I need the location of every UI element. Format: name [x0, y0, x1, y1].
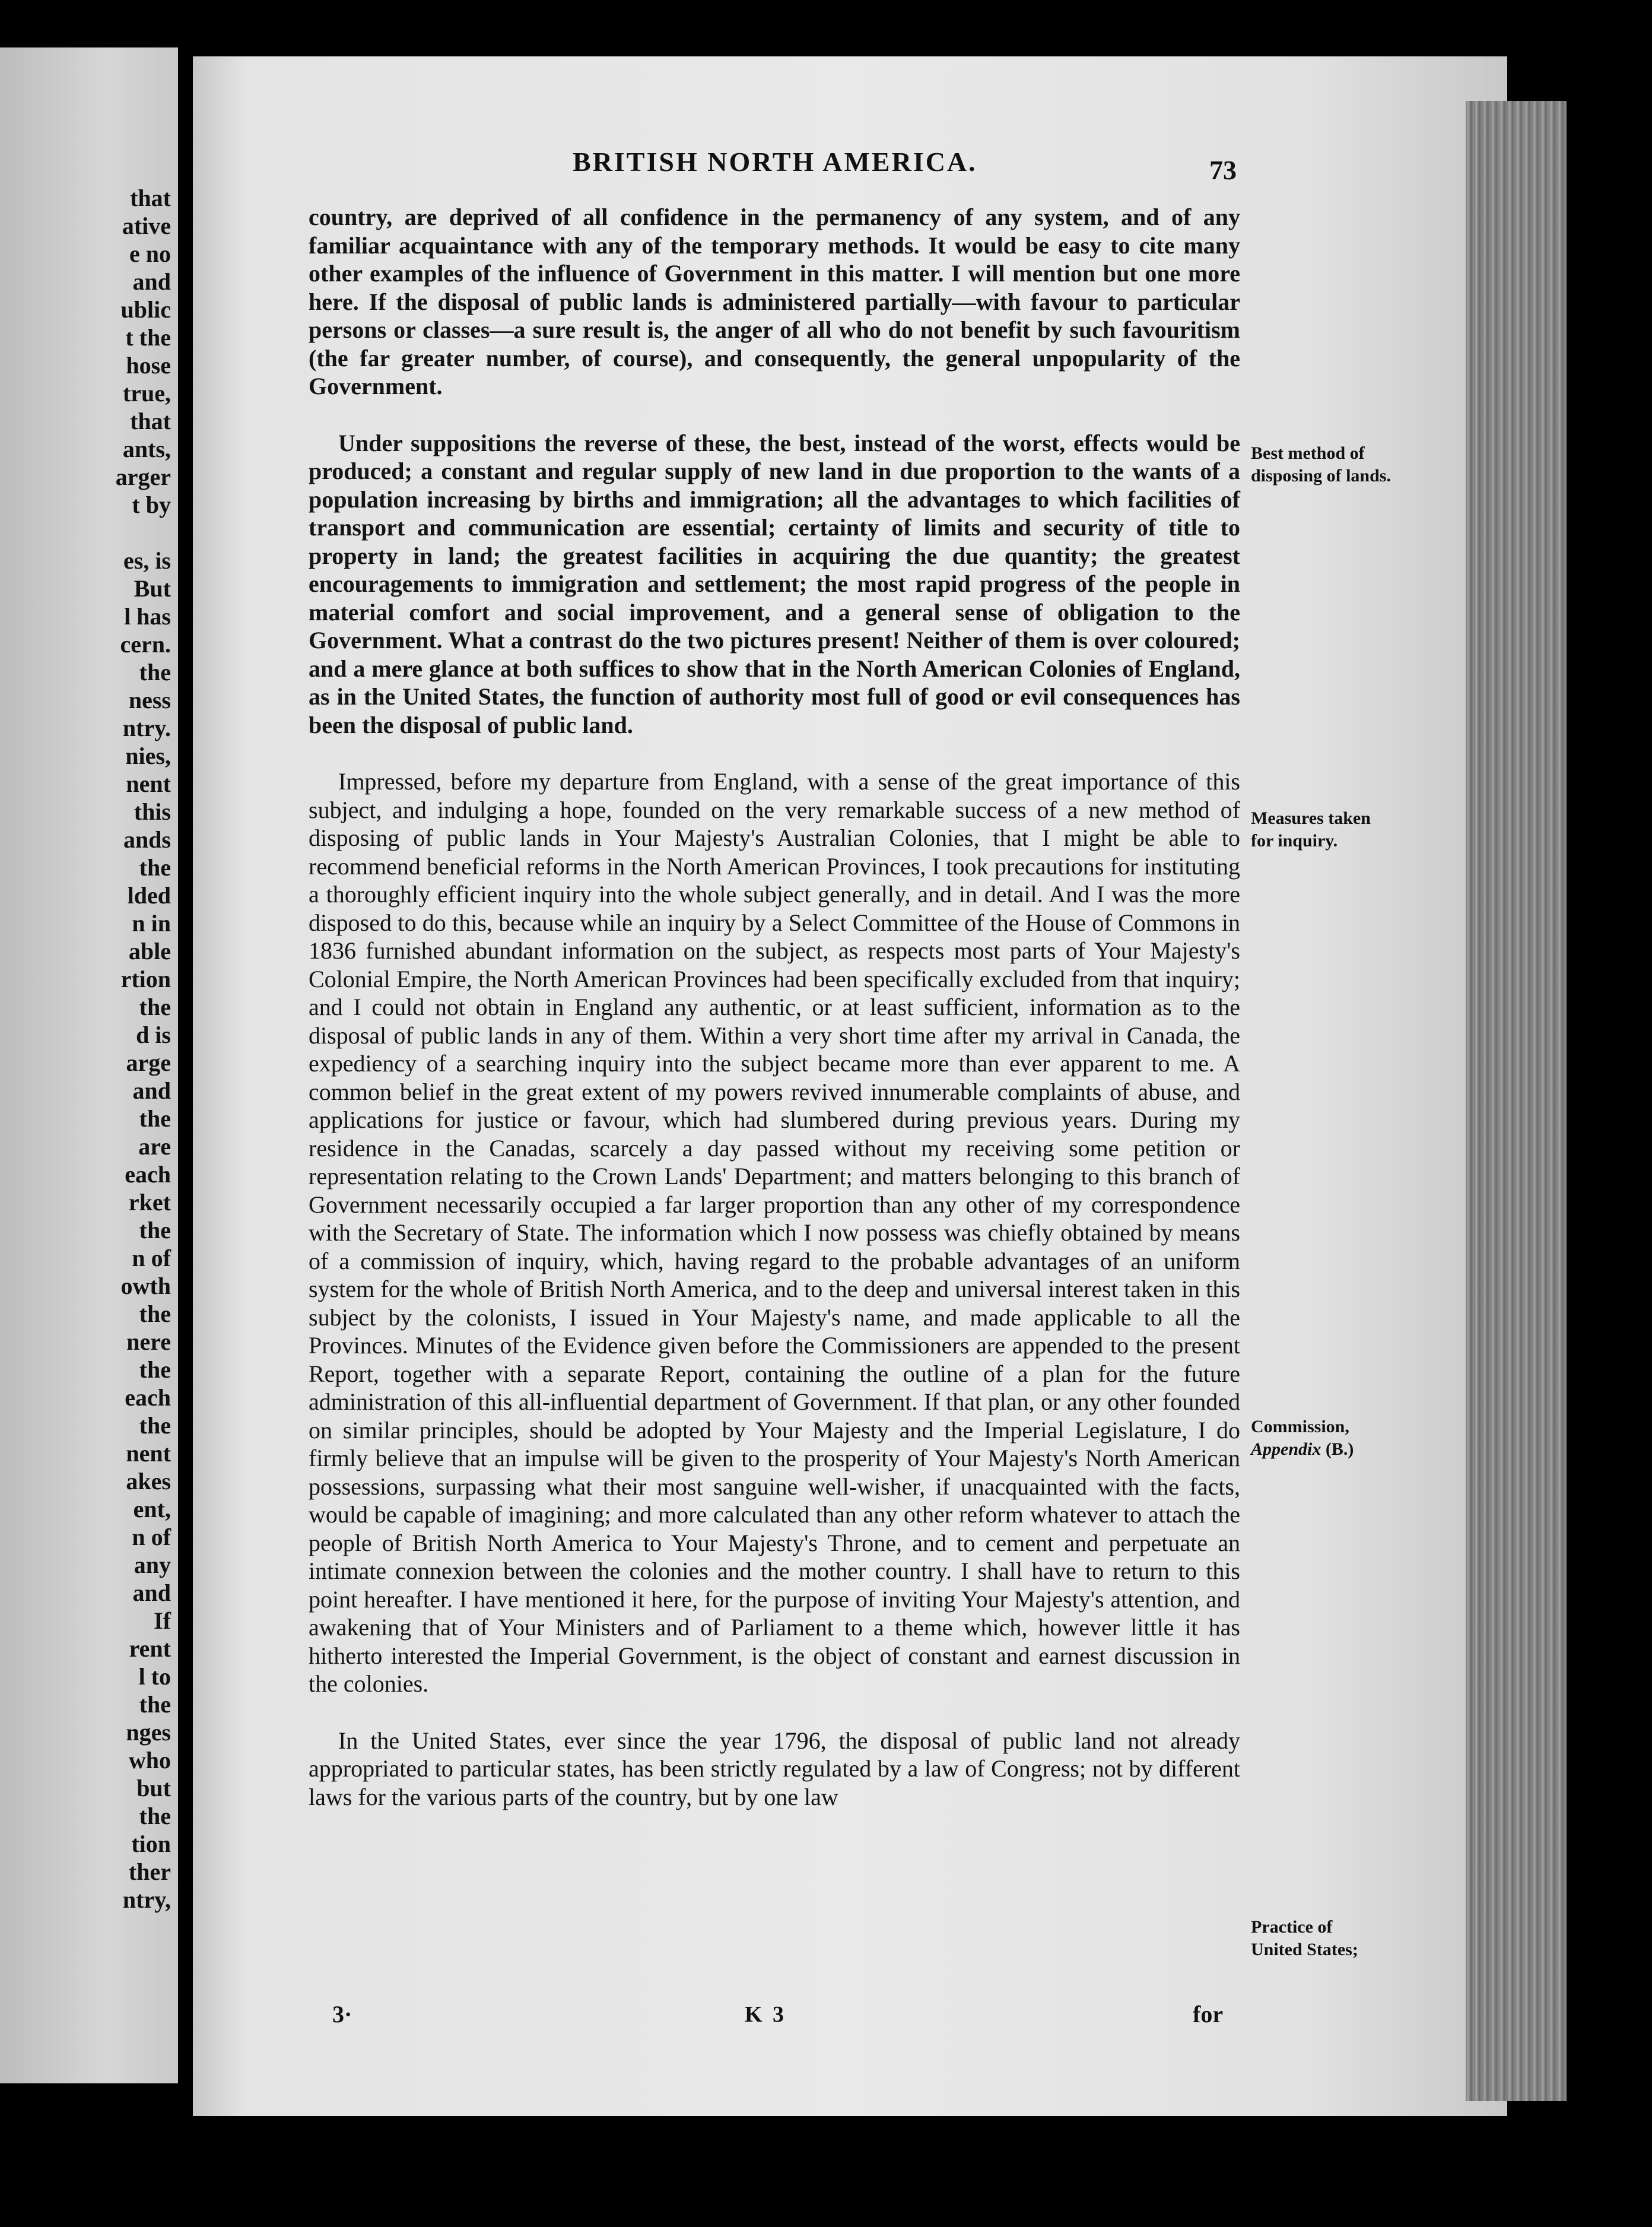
- running-head: BRITISH NORTH AMERICA.: [573, 147, 977, 177]
- page-edge-shadow: [1466, 101, 1567, 2101]
- paragraph-measures-taken: Impressed, before my departure from England, with a sense of the great importance of this subject, and indulging a hope, founded on the very remarkable success of a new method of disposing of public lands in Your Majesty's Australian Colonies, that I might be able to recommend beneficial reforms in the North American Provinces, I took precautions for instituting a thoroughly efficient inquiry into the whole subject generally, and in detail. And I was the more disposed to do this, because while an inquiry by a Select Committee of the House of Commons in 1836 furnished abundant information on the subject, as respects most parts of Your Majesty's Colonial Empire, the North American Provinces had been specifically excluded from that inquiry; and I could not obtain in England any authentic, or at least sufficient, information as to the disposal of public lands in any of them. Within a very short time after my arrival in Canada, the expediency of a searching inquiry into the subject became more than ever apparent to me. A common belief in the great extent of my powers revived innumerable complaints of abuse, and applications for justice or favour, which had slumbered during previous years. During my residence in the Canadas, scarcely a day passed without my receiving some petition or representation relating to the Crown Lands' Department; and matters belonging to this branch of Government necessarily occupied a far larger proportion than any other of my correspondence with the Secretary of State. The information which I now possess was chiefly obtained by means of a commission of inquiry, which, having regard to the probable advantages of an uniform system for the whole of British North America, and to the deep and universal interest taken in this subject by the colonists, I issued in Your Majesty's name, and made applicable to all the Provinces. Minutes of the Evidence given before the Commissioners are appended to the present Report, together with a separate Report, containing the outline of a plan for the future administration of this all-influential department of Government. If that plan, or any other founded on similar principles, should be adopted by Your Majesty and the Imperial Legislature, I do firmly believe that an impulse will be given to the prosperity of Your Majesty's North American possessions, surpassing what their most sanguine well-wisher, if unacquainted with the facts, would be capable of imagining; and more calculated than any other reform whatever to attach the people of British North America to Your Majesty's Throne, and to cement and perpetuate an intimate connexion between the colonies and the mother country. I shall have to return to this point hereafter. I have mentioned it here, for the purpose of inviting Your Majesty's attention, and awakening that of Your Ministers and of Parliament to a theme which, however little it has hitherto interested the Imperial Government, is the object of constant and earnest discussion in the colonies.: [309, 768, 1240, 1697]
- adjacent-page-line: each: [125, 1161, 171, 1188]
- marginal-note-line: Commission,: [1251, 1417, 1349, 1436]
- adjacent-page-line: es, is: [123, 547, 171, 574]
- adjacent-page-line: able: [128, 938, 171, 965]
- adjacent-page-line: nere: [126, 1328, 171, 1355]
- adjacent-page-line: and: [132, 1579, 171, 1606]
- marginal-note-line: Measures taken: [1251, 808, 1371, 828]
- adjacent-page-line: each: [125, 1384, 171, 1411]
- marginal-note-best-method: [1251, 442, 1453, 487]
- adjacent-page-line: ntry,: [122, 1886, 171, 1913]
- adjacent-page-line: nges: [126, 1719, 171, 1746]
- marginal-note-line: United States;: [1251, 1940, 1358, 1959]
- adjacent-page-line: and: [132, 268, 171, 295]
- adjacent-page-line: the: [139, 1105, 171, 1132]
- adjacent-page-line: ntry.: [122, 715, 171, 741]
- adjacent-page-line: rent: [129, 1635, 171, 1662]
- adjacent-page-line: cern.: [120, 631, 171, 658]
- marginal-note-text: (B.): [1321, 1439, 1354, 1459]
- paragraph-united-states: In the United States, ever since the year 1796, the disposal of public land not already appropriated to particular states, has been strictly regulated by a law of Congress; not by different laws for the various parts of the country, but by one law: [309, 1727, 1240, 1810]
- adjacent-page-line: n of: [132, 1245, 171, 1271]
- adjacent-page-line: ative: [122, 212, 171, 239]
- adjacent-page-line: the: [139, 854, 171, 881]
- adjacent-page-line: the: [139, 659, 171, 686]
- adjacent-page-line: the: [139, 994, 171, 1020]
- adjacent-page-line: hose: [126, 352, 171, 379]
- body-text: [309, 203, 1240, 1811]
- adjacent-page-line: owth: [120, 1273, 171, 1299]
- marginal-note-line: for inquiry.: [1251, 831, 1338, 851]
- adjacent-page-line: akes: [126, 1468, 171, 1495]
- adjacent-page-line: but: [136, 1775, 171, 1801]
- adjacent-page-line: lded: [127, 882, 171, 909]
- adjacent-page-line: who: [128, 1747, 171, 1774]
- adjacent-page-line: t the: [125, 324, 171, 351]
- catchword: for: [1193, 2001, 1224, 2028]
- adjacent-page-line: that: [130, 185, 171, 211]
- paragraph-best-method: Under suppositions the reverse of these, the best, instead of the worst, effects would be produced; a constant and regular supply of new land in due proportion to the wants of a population increasing by births and immigration; all the advantages to which facilities of transport and communication are essential; certainty of limits and security of title to property in land; the greatest facilities in acquiring the due quantity; the greatest encouragements to immigration and settlement; the most rapid progress of the people in material comfort and social improvement, and a general sense of obligation to the Government. What a contrast do the two pictures present! Neither of them is over coloured; and a mere glance at both suffices to show that in the North American Colonies of England, as in the United States, the function of authority most full of good or evil consequences has been the disposal of public land.: [309, 429, 1240, 738]
- adjacent-page-line: d is: [136, 1021, 171, 1048]
- adjacent-page-line: n in: [132, 910, 171, 937]
- adjacent-page-line: l has: [124, 603, 171, 630]
- adjacent-page-line: any: [134, 1552, 171, 1578]
- adjacent-page-line: n of: [132, 1524, 171, 1550]
- adjacent-page-line: ands: [123, 826, 171, 853]
- adjacent-page-line: [116, 519, 171, 547]
- marginal-note-line: [1251, 1438, 1453, 1461]
- adjacent-page-line: t by: [132, 491, 171, 518]
- marginal-note-line: Best method of: [1251, 443, 1365, 463]
- adjacent-page-line: the: [139, 1803, 171, 1829]
- adjacent-page-text: [116, 184, 171, 1914]
- adjacent-page-line: ness: [128, 687, 171, 713]
- signature-mark: 3·: [332, 2001, 352, 2028]
- marginal-note-italic: Appendix: [1251, 1439, 1321, 1459]
- adjacent-page-line: arge: [126, 1049, 171, 1076]
- marginal-note-measures: [1251, 807, 1453, 852]
- page-number: 73: [1209, 155, 1237, 185]
- marginal-note-practice: [1251, 1916, 1453, 1961]
- adjacent-page-line: the: [139, 1356, 171, 1383]
- adjacent-page-line: rtion: [120, 966, 171, 992]
- marginal-note-line: disposing of lands.: [1251, 466, 1391, 486]
- adjacent-page-line: ants,: [122, 436, 171, 462]
- adjacent-page-line: But: [134, 575, 171, 602]
- adjacent-page-line: the: [139, 1300, 171, 1327]
- adjacent-page-line: the: [139, 1217, 171, 1243]
- paragraph-continued: country, are deprived of all confidence in the permanency of any system, and of any familiar acquaintance with any of the temporary methods. It would be easy to cite many other examples of the influence of Government in this matter. I will mention but one more here. If the disposal of public lands is administered partially—with favour to particular persons or classes—a sure result is, the anger of all who do not benefit by such favouritism (the far greater number, of course), and consequently, the general unpopularity of the Government.: [309, 204, 1240, 399]
- adjacent-page-line: arger: [115, 464, 171, 490]
- adjacent-page-line: l to: [138, 1663, 171, 1690]
- adjacent-page-line: ther: [128, 1858, 171, 1885]
- adjacent-page-line: ublic: [120, 296, 171, 323]
- adjacent-page-line: rket: [128, 1189, 171, 1216]
- adjacent-page-line: that: [130, 408, 171, 434]
- adjacent-page-line: ent,: [133, 1496, 171, 1522]
- adjacent-page-line: nent: [126, 770, 171, 797]
- marginal-note-commission: [1251, 1416, 1453, 1461]
- adjacent-page-line: and: [132, 1077, 171, 1104]
- adjacent-page-line: nies,: [125, 743, 171, 769]
- adjacent-page-line: the: [139, 1412, 171, 1439]
- adjacent-page-line: tion: [131, 1831, 171, 1857]
- adjacent-page-line: are: [138, 1133, 171, 1160]
- gathering-mark: K 3: [745, 2002, 787, 2027]
- adjacent-page-line: e no: [129, 240, 171, 267]
- marginal-note-line: Practice of: [1251, 1917, 1333, 1937]
- adjacent-page-line: If: [154, 1607, 171, 1634]
- adjacent-page-line: this: [134, 798, 171, 825]
- adjacent-page-line: true,: [122, 380, 171, 407]
- adjacent-page-line: nent: [126, 1440, 171, 1467]
- adjacent-page-fragment: [0, 47, 178, 2083]
- adjacent-page-line: the: [139, 1691, 171, 1718]
